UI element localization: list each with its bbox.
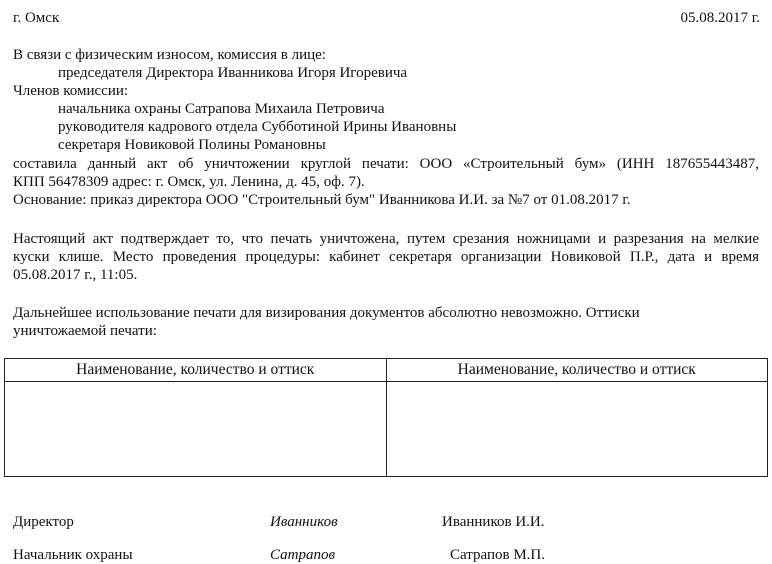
further-use-line: уничтожаемой печати:: [13, 323, 157, 339]
act-basis: Основание: приказ директора ООО "Строительный бум" Иванникова И.И. за №7 от 01.08.2017 г.: [13, 192, 631, 208]
signature-name: Иванников И.И.: [442, 514, 545, 530]
act-statement-line: КПП 56478309 адрес: г. Омск, ул. Ленина, д. 45, оф. 7).: [13, 174, 365, 190]
stamps-table-header: Наименование, количество и оттиск: [5, 359, 387, 382]
document-date: 05.08.2017 г.: [680, 10, 760, 26]
document-city: г. Омск: [13, 10, 60, 26]
commission-intro: В связи с физическим износом, комиссия в лице:: [13, 47, 326, 63]
signature-name: Сатрапов М.П.: [450, 547, 546, 563]
commission-chairman: председателя Директора Иванникова Игоря Игоревича: [58, 65, 408, 81]
act-statement-line: составила данный акт об уничтожении круглой печати: ООО «Строительный бум» (ИНН 187655443487,: [13, 156, 759, 172]
further-use-line: Дальнейшее использование печати для визирования документов абсолютно невозможно. Оттиски: [13, 305, 640, 321]
handwritten-signature: Иванников: [270, 514, 338, 530]
stamps-table-row: [5, 382, 768, 477]
stamps-table: [4, 358, 768, 477]
stamp-impression-cell: [5, 382, 387, 477]
commission-member: секретаря Новиковой Полины Романовны: [58, 137, 326, 153]
confirmation-line: 05.08.2017 г., 11:05.: [13, 267, 138, 283]
handwritten-signature: Сатрапов: [270, 547, 335, 563]
stamps-table-header: Наименование, количество и оттиск: [386, 359, 768, 382]
signature-role: Начальник охраны: [13, 547, 133, 563]
stamp-impression-cell: [386, 382, 768, 477]
stamps-table-header-row: [5, 359, 768, 382]
commission-members-label: Членов комиссии:: [13, 83, 129, 99]
signature-role: Директор: [13, 514, 74, 530]
commission-member: начальника охраны Сатрапова Михаила Петровича: [58, 101, 385, 117]
confirmation-line: Настоящий акт подтверждает то, что печать уничтожена, путем срезания ножницами и разрезания на мелкие: [13, 231, 759, 247]
confirmation-line: куски клише. Место проведения процедуры: кабинет секретаря организации Новиковой П.Р., дата и время: [13, 249, 759, 265]
commission-member: руководителя кадрового отдела Субботиной Ирины Ивановны: [58, 119, 457, 135]
